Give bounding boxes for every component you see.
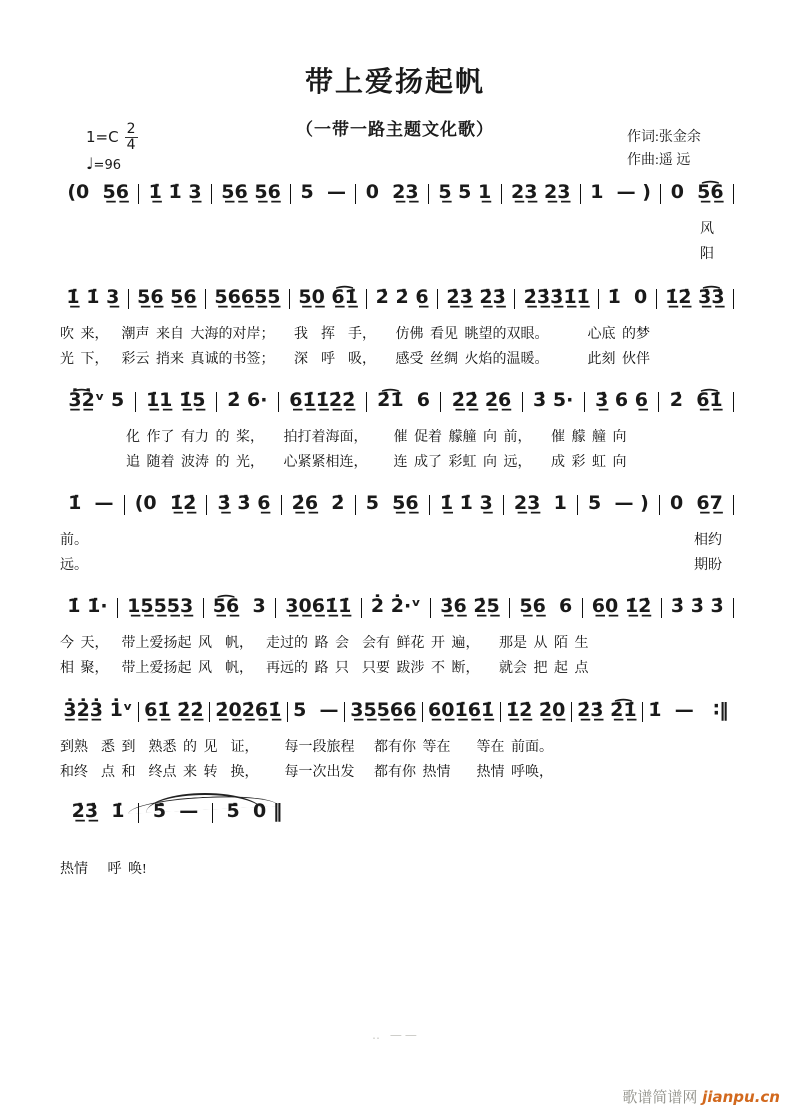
measure: 1̲̇ 1̇ 3̲ (66, 286, 120, 308)
measure: 5̇ — (152, 800, 199, 822)
measure: 1̲̇ 1̇ 3̲ (148, 181, 202, 203)
measure: (0 5̲6̲ (67, 181, 129, 203)
measure: 3̲0̲6̲1̲̇1̲̇ (285, 595, 352, 617)
score-line-2 (58, 286, 734, 367)
measure: 3̇ 3̇ 3̇ (670, 595, 724, 617)
measure: 2̲̇0̲2̲̇6̲1̲̇ (215, 699, 282, 721)
barline (733, 392, 734, 412)
measure: 1̇ — ∶‖ (648, 699, 729, 721)
measure: 5 — (300, 181, 346, 203)
measure: 5̲ 5 1̲ (438, 181, 492, 203)
measure: 2̇ 2̇·ᵛ (370, 595, 421, 617)
barline (733, 495, 734, 515)
measure: 2̲̇3̲̇ 2̲̇͡1̲̇ (577, 699, 637, 721)
measure: 2̲̇6̲ 2̇ (291, 492, 345, 514)
measure: 2̲̇3̲̇ 1̇ (71, 800, 125, 822)
tempo-marking (86, 154, 138, 173)
measure: 0 5̲͡6̲ (670, 181, 724, 203)
meter-denominator: 4 (126, 136, 136, 153)
measure: 3̲̇͡2̲̇ᵛ 5 (68, 389, 125, 411)
notes-row-5 (58, 595, 734, 619)
measure: 2̇ 2̇ 6̲ (375, 286, 429, 308)
lyrics-4-row-1 (60, 529, 732, 549)
measure: 1̲̇2̲̇ 2̲̇0̲ (505, 699, 566, 721)
site-name-cn: 歌谱简谱网 (622, 1088, 698, 1106)
measure: 3̲̇2̲̇3̲̇ 1̇ᵛ (63, 699, 133, 721)
measure: 3̲5̲5̲6̲6̲ (350, 699, 417, 721)
lyrics-2-row-1: 吹 来， 潮声 来自 大海的对岸； 我 挥 手， 仿佛 看见 眺望的双眼。 心底 的梦 (60, 327, 650, 342)
measure: 6̲0̲1̲̇6̲1̲̇ (428, 699, 495, 721)
lyrics-6-row-2: 和终 点 和 终点 来 转 换， 每一次出发 都有你 热情 热情 呼唤， (60, 765, 553, 780)
notes-row-4 (58, 492, 734, 516)
measure: 3̇ 5· (533, 389, 574, 411)
measure: (0 1̲̇2̲̇ (134, 492, 197, 514)
site-watermark (622, 1086, 780, 1107)
measure: 3̲̇6̲ 2̲̇5̲ (440, 595, 500, 617)
measure: 5 — ) (588, 492, 649, 514)
measure: 6̲1̲̇1̲̇2̲̇2̲̇ (289, 389, 356, 411)
site-url: jianpu.cn (702, 1088, 780, 1106)
measure: 1̲̇2̲̇ 3̲̇͡3̲̇ (665, 286, 725, 308)
song-title: 带上爱扬起帆 (304, 67, 485, 98)
measure: 1̲̇1̲ 1̲̇5̲ (145, 389, 206, 411)
composer-credit: 作曲:遥 远 (627, 153, 691, 168)
key-signature-block (86, 122, 138, 173)
measure: 5̲6̲ 6 (519, 595, 573, 617)
score-line-4 (58, 492, 734, 573)
notes-row-2 (58, 286, 734, 310)
lyric-right: 相约 (694, 533, 722, 548)
page-number-mark: ‥ —— (372, 1028, 420, 1042)
lyrics-4-row-2 (60, 554, 732, 574)
score-line-5 (58, 595, 734, 676)
song-subtitle: （一带一路主题文化歌） (296, 120, 494, 139)
lyrics-2-row-2: 光 下， 彩云 捎来 真诚的书签； 深 呼 吸， 感受 丝绸 火焰的温暖。 此刻 伙伴 (60, 352, 650, 367)
measure: 1̲̇ 1̇ 3̲ (439, 492, 493, 514)
measure: 5̲0̲ 6̲͡1̲̇ (298, 286, 358, 308)
lyrics-5-row-2: 相 聚， 带上爱扬起 风 帆， 再远的 路 只 只要 跋涉 不 断， 就会 把 起 点 (60, 661, 589, 676)
measure: 1̇ 1̇· (67, 595, 108, 617)
score-line-7 (58, 800, 296, 877)
measure: 2̲3̲ 2̲3̲ (510, 181, 571, 203)
lyric-right: 期盼 (694, 558, 722, 573)
measure: 5̲6̲ 5̲6̲ (221, 181, 281, 203)
time-signature (125, 122, 138, 152)
measure: 5̇ 0 ‖ (226, 800, 283, 822)
measure: 5̲͡6̲ 3 (212, 595, 266, 617)
lyrics-1-row-2: 阳 (700, 247, 714, 262)
credits-block (627, 126, 701, 172)
lyrics-3-row-2: 追 随着 波涛 的 光， 心紧紧相连， 连 成了 彩虹 向 远， 成 彩 虹 向 (126, 455, 627, 470)
measure: 0 6̲7̲ (669, 492, 723, 514)
measure: 3̲̇ 3̇ 6̲ (217, 492, 271, 514)
measure: 2̇ 6· (227, 389, 268, 411)
measure: 6̲1̲̇ 2̲̇2̲̇ (144, 699, 204, 721)
lyrics-5-row-1: 今 天， 带上爱扬起 风 帆， 走过的 路 会 会有 鲜花 开 遍， 那是 从 陌 生 (60, 636, 589, 651)
measure: 5 — (293, 699, 339, 721)
measure: 1 — ) (590, 181, 651, 203)
tempo-value: =96 (93, 158, 121, 174)
measure: 6̲0̲ 1̲̇2̲̇ (591, 595, 652, 617)
lyric-left: 前。 (60, 533, 88, 548)
notes-row-1 (58, 181, 734, 205)
measure: 2̲̇3̲̇3̲̇1̲̇1̲̇ (523, 286, 590, 308)
measure: 5 5̲6̲ (365, 492, 419, 514)
notes-row-6 (58, 699, 734, 723)
meter-numerator: 2 (126, 121, 136, 137)
notes-row-3 (58, 389, 734, 413)
measure: 1̲5̲5̲5̲3̲ (127, 595, 194, 617)
measure: 2̲̇3̲̇ 2̲̇3̲̇ (446, 286, 506, 308)
score-line-3 (58, 389, 734, 470)
measure: 5̲6̲ 5̲6̲ (137, 286, 197, 308)
lyrics-3-row-1: 化 作了 有力 的 桨， 拍打着海面， 催 促着 艨艟 向 前， 催 艨 艟 向 (126, 430, 627, 445)
quarter-note-icon: ♩ (86, 154, 94, 174)
measure: 1̇ 0 (607, 286, 648, 308)
lyricist-credit: 作词:张金余 (627, 130, 701, 145)
measure: 5̲6̲6̲5̲5̲ (214, 286, 281, 308)
measure: 2̇ 6̲͡1̲̇ (669, 389, 723, 411)
score-line-1 (58, 181, 734, 262)
score-line-6 (58, 699, 734, 780)
key-label: 1=C (86, 128, 119, 147)
measure: 0 2̲3̲ (365, 181, 419, 203)
barline (733, 184, 734, 204)
measure: 2̇͡1̇ 6 (377, 389, 431, 411)
lyrics-1-row-1: 风 (700, 222, 714, 237)
lyrics-7-row-1: 热情 呼 唤! (60, 862, 147, 877)
measure: 2̲̇2̲̇ 2̲̇6̲ (451, 389, 512, 411)
measure: 1̇ — (68, 492, 114, 514)
lyrics-6-row-1: 到熟 悉 到 熟悉 的 见 证， 每一段旅程 都有你 等在 等在 前面。 (60, 740, 553, 755)
lyric-left: 远。 (60, 558, 88, 573)
measure: 2̲3̲ 1 (513, 492, 567, 514)
measure: 3̲̇ 6 6̲ (595, 389, 648, 411)
barline (733, 598, 734, 618)
barline (733, 289, 734, 309)
